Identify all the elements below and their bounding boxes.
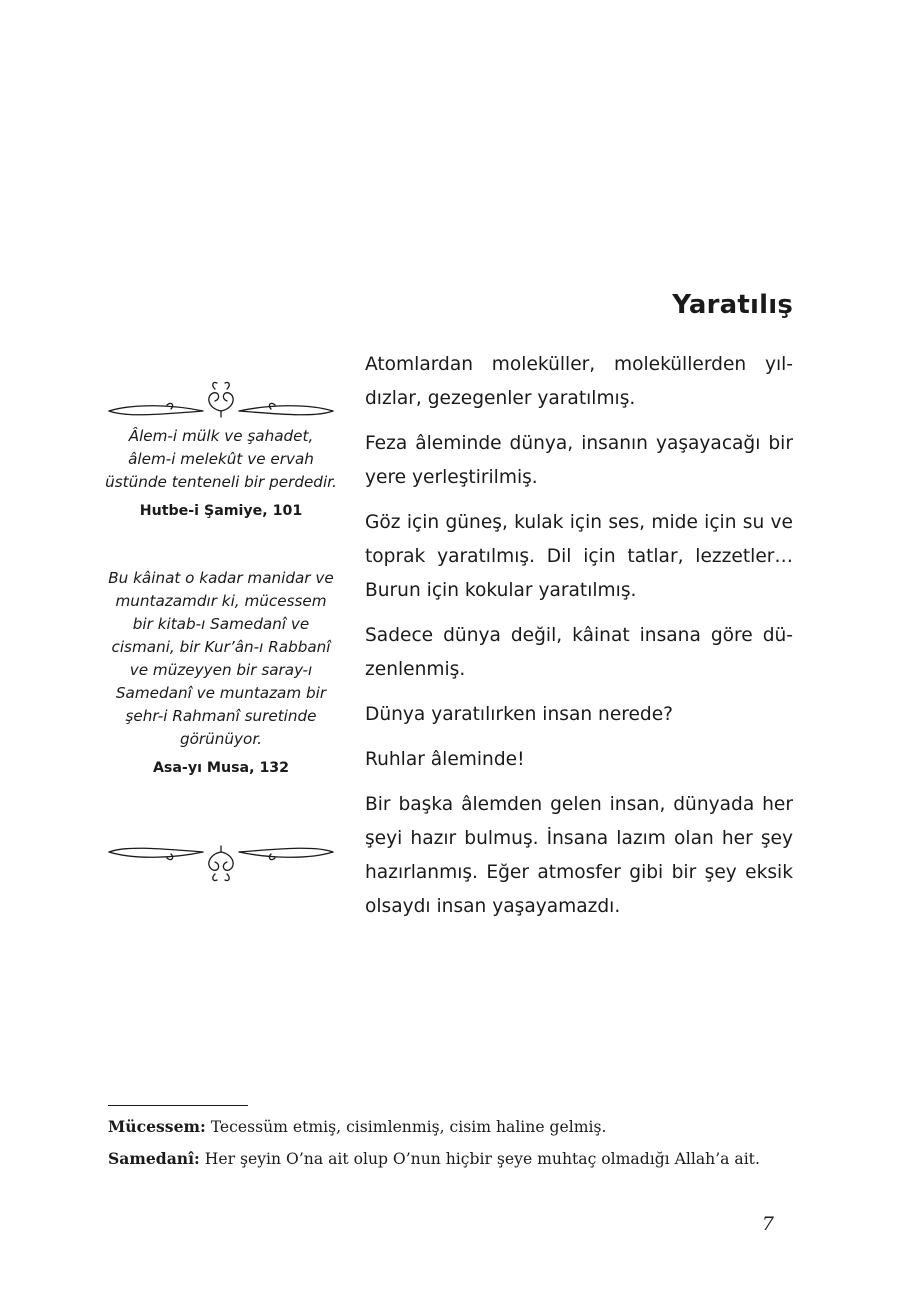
paragraph: Feza âleminde dünya, insanın yaşayacağı bir yere yerleştirilmiş. — [365, 433, 793, 488]
footnote-term: Mücessem: — [108, 1117, 206, 1136]
section-title: Yaratılış — [672, 290, 793, 320]
paragraph: Sadece dünya değil, kâinat insana göre dü-zenlenmiş. — [365, 625, 793, 680]
sidebar-quote: Bu kâinat o kadar manidar ve muntazamdır ki, mücessem bir kitab-ı Samedanî ve cismani, bir Kur’ân-ı Rabbanî ve müzeyyen bir saray-ı Samedanî ve muntazam bir şehr-i Rahmanî suretinde görünüyor. — [108, 569, 334, 748]
paragraph: Ruhlar âleminde! — [365, 749, 525, 770]
sidebar-quote: Âlem-i mülk ve şahadet, âlem-i melekût ve ervah üstünde tenteneli bir perdedir. — [105, 427, 337, 491]
footnote-divider — [108, 1105, 248, 1106]
footnote-term: Samedanî: — [108, 1149, 200, 1168]
quote-source: Hutbe-i Şamiye, 101 — [139, 503, 303, 519]
footnote — [108, 1143, 798, 1175]
footnote-definition: Tecessüm etmiş, cisimlenmiş, cisim haline gelmiş. — [205, 1118, 607, 1136]
ornament-bottom-icon — [105, 842, 337, 888]
main-text — [365, 348, 793, 935]
paragraph: Bir başka âlemden gelen insan, dünyada her şeyi hazır bulmuş. İnsana lazım olan her şey hazırlanmış. Eğer atmosfer gibi bir şey eksik olsaydı insan yaşayamazdı. — [365, 794, 793, 917]
paragraph: Dünya yaratılırken insan nerede? — [365, 704, 674, 725]
footnotes — [108, 1111, 798, 1175]
footnote-definition: Her şeyin O’na ait olup O’nun hiçbir şeye muhtaç olmadığı Allah’a ait. — [199, 1150, 760, 1168]
paragraph: Göz için güneş, kulak için ses, mide için su ve toprak yaratılmış. Dil için tatlar, lezzetler… Burun için kokular yaratılmış. — [365, 512, 793, 601]
ornament-top-icon — [105, 375, 337, 421]
sidebar-quotes — [105, 375, 337, 895]
footnote — [108, 1111, 798, 1143]
quote-source: Asa-yı Musa, 132 — [152, 760, 290, 776]
page-number: 7 — [761, 1213, 774, 1235]
paragraph: Atomlardan moleküller, moleküllerden yıl-dızlar, gezegenler yaratılmış. — [365, 354, 793, 409]
